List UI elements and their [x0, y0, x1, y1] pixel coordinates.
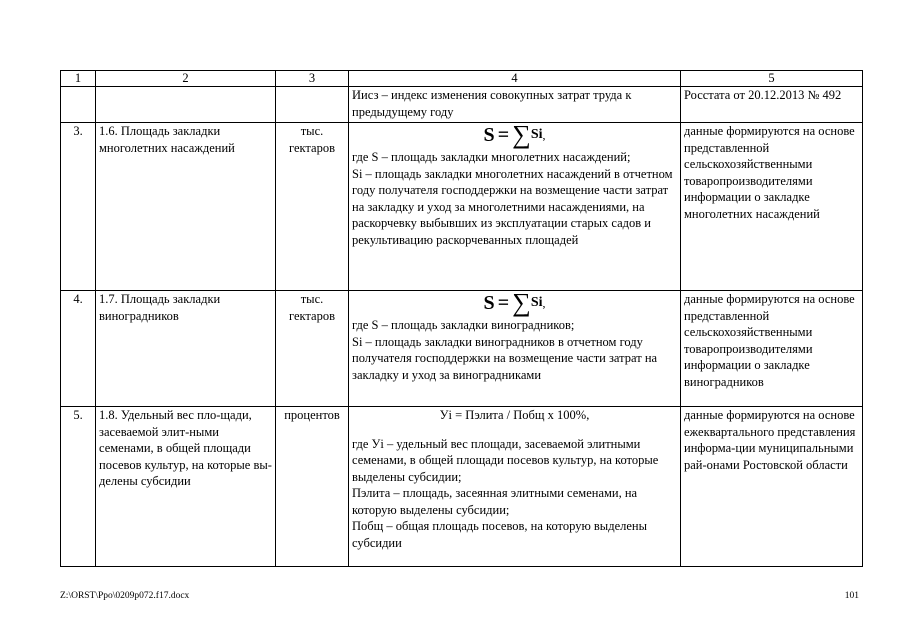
data-source: данные формируются на основе представленной сельскохозяйственными товаропроизводителями информации о закладке многолетних насаждений	[681, 123, 863, 291]
table-row	[61, 123, 863, 291]
column-number-4: 4	[349, 71, 681, 87]
calculation-description	[349, 407, 681, 567]
ratio-formula: Уi = Пэлита / Побщ x 100%,	[439, 408, 590, 422]
unit: тыс. гектаров	[276, 123, 349, 291]
formula-rhs: Si	[530, 295, 543, 311]
description-paragraph: Si – площадь закладки многолетних насаждений в отчетном году получателя господдержки на возмещение части затрат на закладку и уход за многолетними насаждениями, на раскорчевку выбывших из эксплуатации старых садов и рекультивацию раскорчеванных площадей	[352, 166, 673, 247]
unit: процентов	[276, 407, 349, 567]
indicator-name	[96, 87, 276, 123]
formula-equals: =	[497, 292, 510, 315]
description-paragraph: Si – площадь закладки виноградников в отчетном году получателя господдержки на возмещение части затрат на закладку и уход за виноградниками	[352, 334, 658, 382]
formula-comma: ,	[542, 128, 546, 143]
data-source: данные формируются на основе представленной сельскохозяйственными товаропроизводителями информации о закладке виноградников	[681, 291, 863, 407]
row-number	[61, 87, 96, 123]
sum-formula	[352, 123, 677, 149]
sigma-symbol: ∑	[512, 122, 531, 150]
row-number: 3.	[61, 123, 96, 291]
data-source: Росстата от 20.12.2013 № 492	[681, 87, 863, 123]
description-paragraph: Побщ – общая площадь посевов, на которую выделены субсидии	[352, 519, 647, 550]
formula-lhs: S	[483, 124, 495, 147]
table-row	[61, 407, 863, 567]
indicator-name: 1.7. Площадь закладки виноградников	[96, 291, 276, 407]
unit	[276, 87, 349, 123]
description-paragraph: где Уi – удельный вес площади, засеваемой элитными семенами, в общей площади посевов культур, на которые выделены субсидии;	[352, 436, 659, 484]
description-paragraph: где S – площадь закладки виноградников;	[352, 318, 575, 332]
page-number: 101	[844, 591, 859, 601]
sum-formula	[352, 291, 677, 317]
description-paragraph: где S – площадь закладки многолетних насаждений;	[352, 150, 631, 164]
calculation-description	[349, 87, 681, 123]
calculation-description	[349, 123, 681, 291]
table-row	[61, 87, 863, 123]
row-number: 5.	[61, 407, 96, 567]
row-number: 4.	[61, 291, 96, 407]
description-paragraph: Иисз – индекс изменения совокупных затрат труда к предыдущему году	[352, 88, 632, 119]
table-header-row	[61, 71, 863, 87]
calculation-description	[349, 291, 681, 407]
column-number-5: 5	[681, 71, 863, 87]
spacer	[352, 424, 677, 436]
file-path-footer: Z:\ORST\Ppo\0209p072.f17.docx	[60, 591, 190, 601]
column-number-3: 3	[276, 71, 349, 87]
column-number-2: 2	[96, 71, 276, 87]
indicator-name: 1.8. Удельный вес пло-щади, засеваемой элит-ными семенами, в общей площади посевов культур, на которые вы-делены субсидии	[96, 407, 276, 567]
data-source: данные формируются на основе ежеквартального представления информа-ции муниципальными рай-онами Ростовской области	[681, 407, 863, 567]
unit: тыс. гектаров	[276, 291, 349, 407]
table-row	[61, 291, 863, 407]
sigma-symbol: ∑	[512, 290, 531, 318]
indicators-table	[60, 70, 863, 567]
indicator-name: 1.6. Площадь закладки многолетних насаждений	[96, 123, 276, 291]
column-number-1: 1	[61, 71, 96, 87]
formula-rhs: Si	[530, 127, 543, 143]
formula-comma: ,	[542, 296, 546, 311]
description-paragraph: Пэлита – площадь, засеянная элитными семенами, на которую выделены субсидии;	[352, 486, 638, 517]
formula-lhs: S	[483, 292, 495, 315]
formula-equals: =	[497, 124, 510, 147]
